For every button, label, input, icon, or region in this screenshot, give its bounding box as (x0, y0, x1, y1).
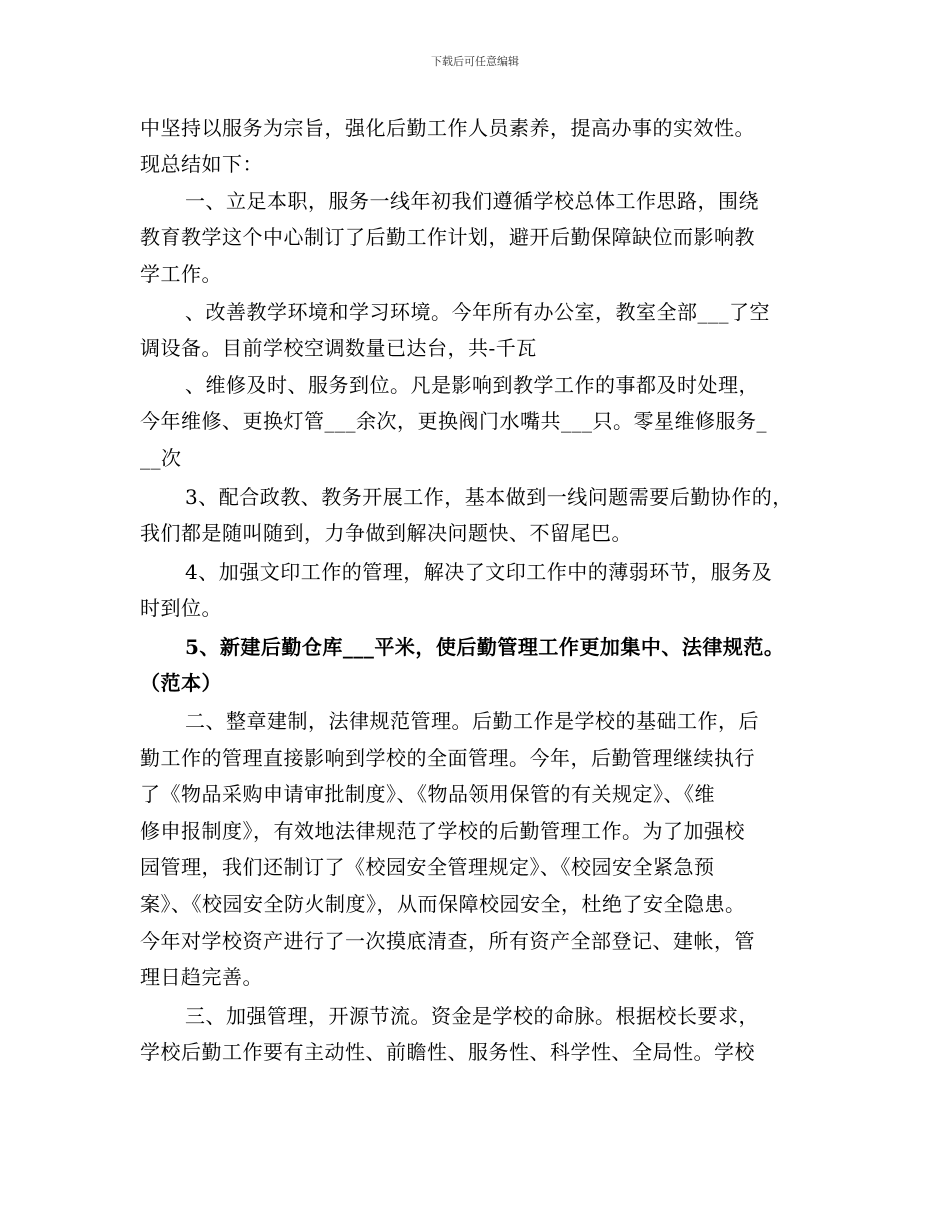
text-line: 4、加强文印工作的管理，解决了文印工作中的薄弱环节，服务及 (185, 560, 773, 584)
text-line: 今年维修、更换灯管___余次，更换阀门水嘴共___只。零星维修服务_ (140, 409, 767, 433)
text-line: 我们都是随叫随到，力争做到解决问题快、不留尾巴。 (140, 521, 632, 545)
text-line: 今年对学校资产进行了一次摸底清查，所有资产全部登记、建帐，管 (140, 929, 755, 953)
text-line: 现总结如下： (140, 152, 263, 176)
text-line: 修申报制度》，有效地法律规范了学校的后勤管理工作。为了加强校 (140, 819, 745, 843)
text-line: 、改善教学环境和学习环境。今年所有办公室，教室全部___了空 (185, 300, 770, 324)
text-line: __次 (140, 446, 182, 470)
text-line: 学校后勤工作要有主动性、前瞻性、服务性、科学性、全局性。学校 (140, 1040, 755, 1064)
text-line: 一、立足本职，服务一线年初我们遵循学校总体工作思路，围绕 (185, 189, 759, 213)
text-line: 调设备。目前学校空调数量已达台，共-千瓦 (140, 336, 537, 360)
text-line: 三、加强管理，开源节流。资金是学校的命脉。根据校长要求， (185, 1004, 759, 1028)
text-line: 学工作。 (140, 262, 222, 286)
text-line: 、维修及时、服务到位。凡是影响到教学工作的事都及时处理， (185, 373, 759, 397)
page-header: 下载后可任意编辑 (431, 55, 519, 68)
text-line-bold: （范本） (140, 671, 222, 695)
text-line: 理日趋完善。 (140, 965, 263, 989)
text-line: 3、配合政教、教务开展工作，基本做到一线问题需要后勤协作的， (185, 485, 793, 509)
text-line: 二、整章建制，法律规范管理。后勤工作是学校的基础工作，后 (185, 709, 759, 733)
text-line: 时到位。 (140, 596, 222, 620)
text-line: 园管理，我们还制订了《校园安全管理规定》、《校园安全紧急预 (140, 855, 715, 879)
text-line: 了《物品采购申请审批制度》、《物品领用保管的有关规定》、《维 (140, 782, 715, 806)
text-line-bold: 5、新建后勤仓库___平米，使后勤管理工作更加集中、法律规范。 (185, 635, 785, 659)
text-line: 中坚持以服务为宗旨，强化后勤工作人员素养，提高办事的实效性。 (140, 116, 755, 140)
text-line: 教育教学这个中心制订了后勤工作计划，避开后勤保障缺位而影响教 (140, 225, 755, 249)
text-line: 勤工作的管理直接影响到学校的全面管理。今年，后勤管理继续执行 (140, 746, 755, 770)
text-line: 案》、《校园安全防火制度》，从而保障校园安全，杜绝了安全隐患。 (140, 892, 746, 916)
